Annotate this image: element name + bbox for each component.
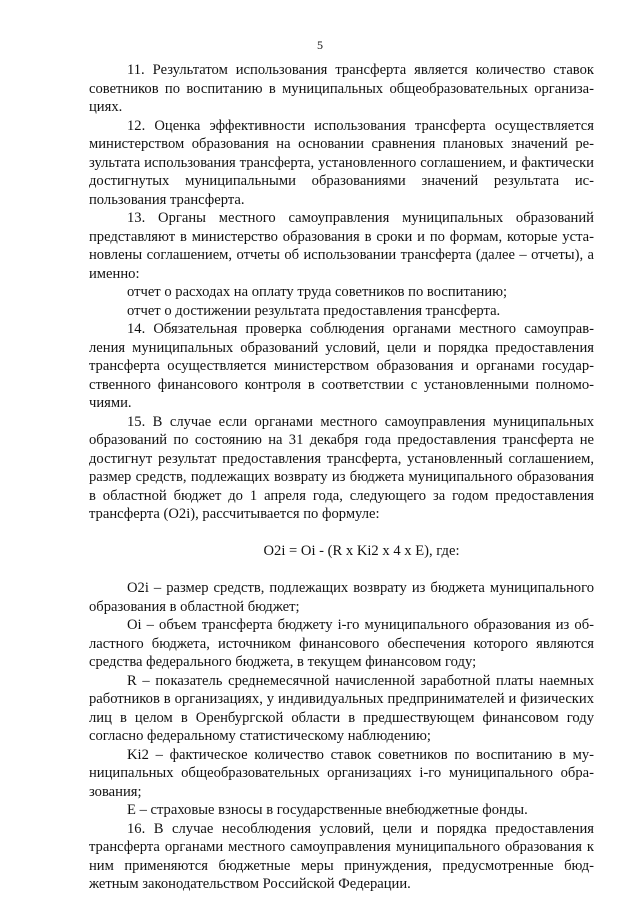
definition-ki2: Ki2 – фактическое количество ставок советников по воспитанию в муниципальных общеобразовательных организациях i-го муниципального образования; [89, 746, 594, 800]
page-number: 5 [317, 38, 323, 52]
formula: O2i = Oi - (R x Ki2 x 4 x E), где: [263, 542, 460, 559]
paragraph-13-item-2: отчет о достижении результата предоставления трансферта. [127, 302, 501, 319]
definition-e: E – страховые взносы в государственные внебюджетные фонды. [127, 802, 528, 818]
paragraph-14: 14. Обязательная проверка соблюдения органами местного самоуправления муниципальных образований условий, цели и порядка предоставления трансферта осуществляется министерством образования и органами государственного финансового контроля в соответствии с установленными полномочиями. [89, 321, 594, 411]
paragraph-12: 12. Оценка эффективности использования трансферта осуществляется министерством образования на основании сравнения плановых значений результата использования трансферта, установленного соглашением, и фактически достигнутых муниципальными образованиями значений результата использования трансферта. [89, 117, 594, 208]
paragraph-13-item-1: отчет о расходах на оплату труда советников по воспитанию; [127, 284, 508, 300]
paragraph-13: 13. Органы местного самоуправления муниципальных образований представляют в министерство образования в сроки и по формам, которые установлены соглашением, отчеты об использовании трансферта (далее – отчеты), а именно: [89, 210, 594, 282]
paragraph-11: 11. Результатом использования трансферта является количество ставок советников по воспитанию в муниципальных общеобразовательных организациях. [89, 62, 594, 115]
paragraph-16: 16. В случае несоблюдения условий, цели и порядка предоставления трансферта органами местного самоуправления муниципального образования к ним применяются бюджетные меры принуждения, предусмотренные бюджетным законодательством Российской Федерации. [89, 820, 594, 892]
definition-oi: Oi – объем трансферта бюджету i-го муниципального образования из областного бюджета, источником финансового обеспечения которого являются средства федерального бюджета, в текущем финансовом году; [89, 617, 594, 670]
definition-r: R – показатель среднемесячной начисленной заработной платы наемных работников в организациях, у индивидуальных предпринимателей и физических лиц в целом в Оренбургской области в предшествующем финансовом году согласно федеральному статистическому наблюдению; [89, 672, 594, 744]
paragraph-15: 15. В случае если органами местного самоуправления муниципальных образований по состоянию на 31 декабря года предоставления трансферта не достигнут результат предоставления трансферта, установленный соглашением, размер средств, подлежащих возврату из бюджета муниципального образования в областной бюджет до 1 апреля года, следующего за годом предоставления трансферта (O2i), рассчитывается по формуле: [89, 413, 594, 522]
definition-o2i: O2i – размер средств, подлежащих возврату из бюджета муниципального образования в областной бюджет; [89, 580, 594, 615]
document-body [89, 61, 594, 894]
